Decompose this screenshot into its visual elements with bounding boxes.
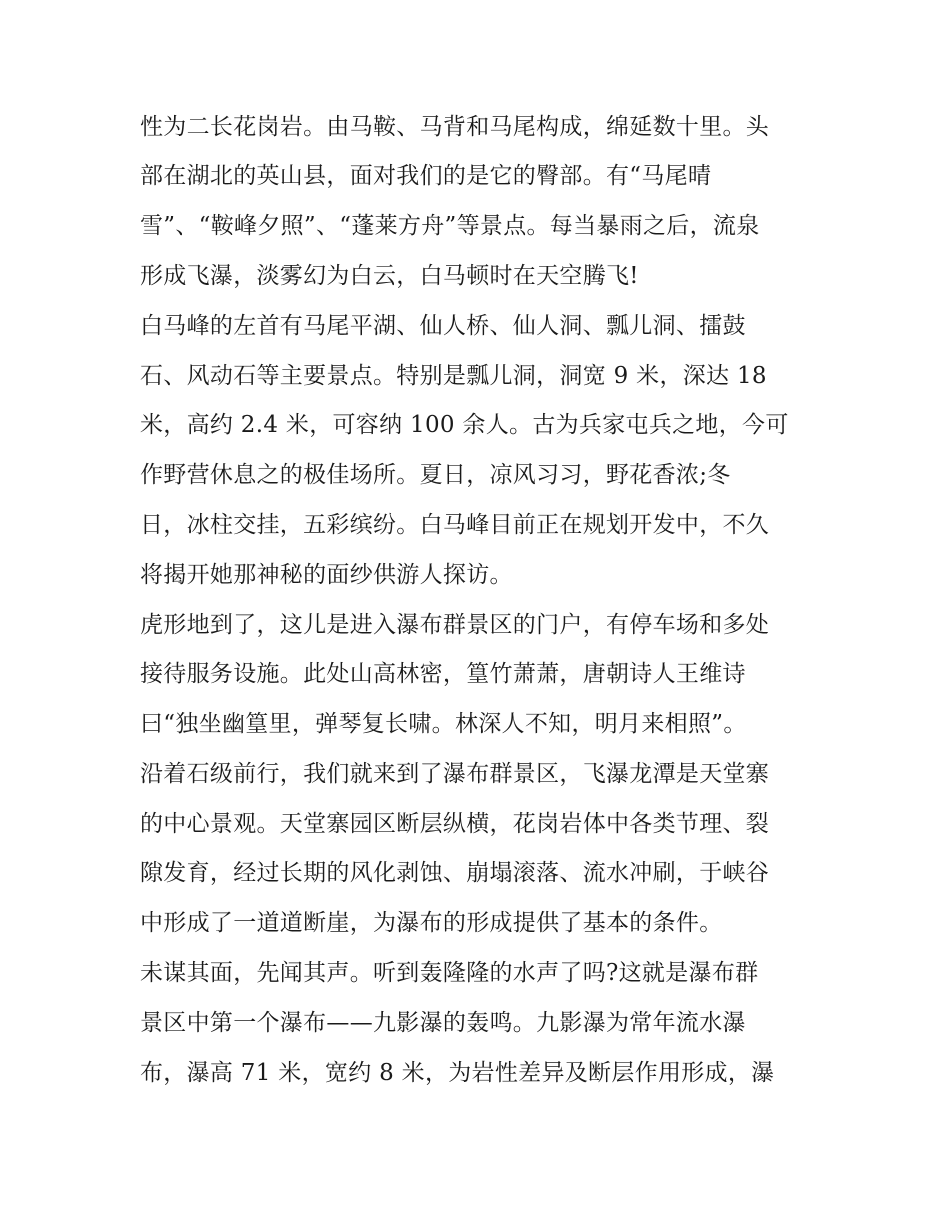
text-line: 白马峰的左首有马尾平湖、仙人桥、仙人洞、瓢儿洞、擂鼓	[140, 313, 746, 339]
text-line: 性为二长花岗岩。由马鞍、马背和马尾构成，绵延数十里。头	[140, 114, 770, 140]
text-line: 米，高约 2.4 米，可容纳 100 余人。古为兵家屯兵之地，今可	[140, 412, 789, 438]
text-line: 石、风动石等主要景点。特别是瓢儿洞，洞宽 9 米，深达 18	[140, 363, 767, 389]
text-line: 将揭开她那神秘的面纱供游人探访。	[140, 562, 513, 588]
text-line: 虎形地到了，这儿是进入瀑布群景区的门户，有停车场和多处	[140, 612, 770, 638]
text-line: 曰“独坐幽篁里，弹琴复长啸。林深人不知，明月来相照”。	[140, 711, 747, 737]
text-line: 的中心景观。天堂寨园区断层纵横，花岗岩体中各类节理、裂	[140, 811, 770, 837]
text-line: 作野营休息之的极佳场所。夏日，凉风习习，野花香浓;冬	[140, 462, 731, 488]
text-line: 雪”、“鞍峰夕照”、“蓬莱方舟”等景点。每当暴雨之后，流泉	[140, 213, 760, 239]
text-line: 接待服务设施。此处山高林密，篁竹萧萧，唐朝诗人王维诗	[140, 661, 746, 687]
text-line: 沿着石级前行，我们就来到了瀑布群景区，飞瀑龙潭是天堂寨	[140, 761, 770, 787]
text-line: 景区中第一个瀑布——九影瀑的轰鸣。九影瀑为常年流水瀑	[140, 1010, 746, 1036]
text-line: 中形成了一道道断崖，为瀑布的形成提供了基本的条件。	[140, 910, 723, 936]
text-line: 未谋其面，先闻其声。听到轰隆隆的水声了吗?这就是瀑布群	[140, 960, 759, 986]
text-line: 日，冰柱交挂，五彩缤纷。白马峰目前正在规划开发中，不久	[140, 512, 770, 538]
text-line: 形成飞瀑，淡雾幻为白云，白马顿时在天空腾飞!	[140, 263, 639, 289]
text-line: 隙发育，经过长期的风化剥蚀、崩塌滚落、流水冲刷，于峡谷	[140, 860, 770, 886]
text-line: 部在湖北的英山县，面对我们的是它的臀部。有“马尾晴	[140, 163, 712, 189]
text-line: 布，瀑高 71 米，宽约 8 米，为岩性差异及断层作用形成，瀑	[140, 1060, 775, 1086]
